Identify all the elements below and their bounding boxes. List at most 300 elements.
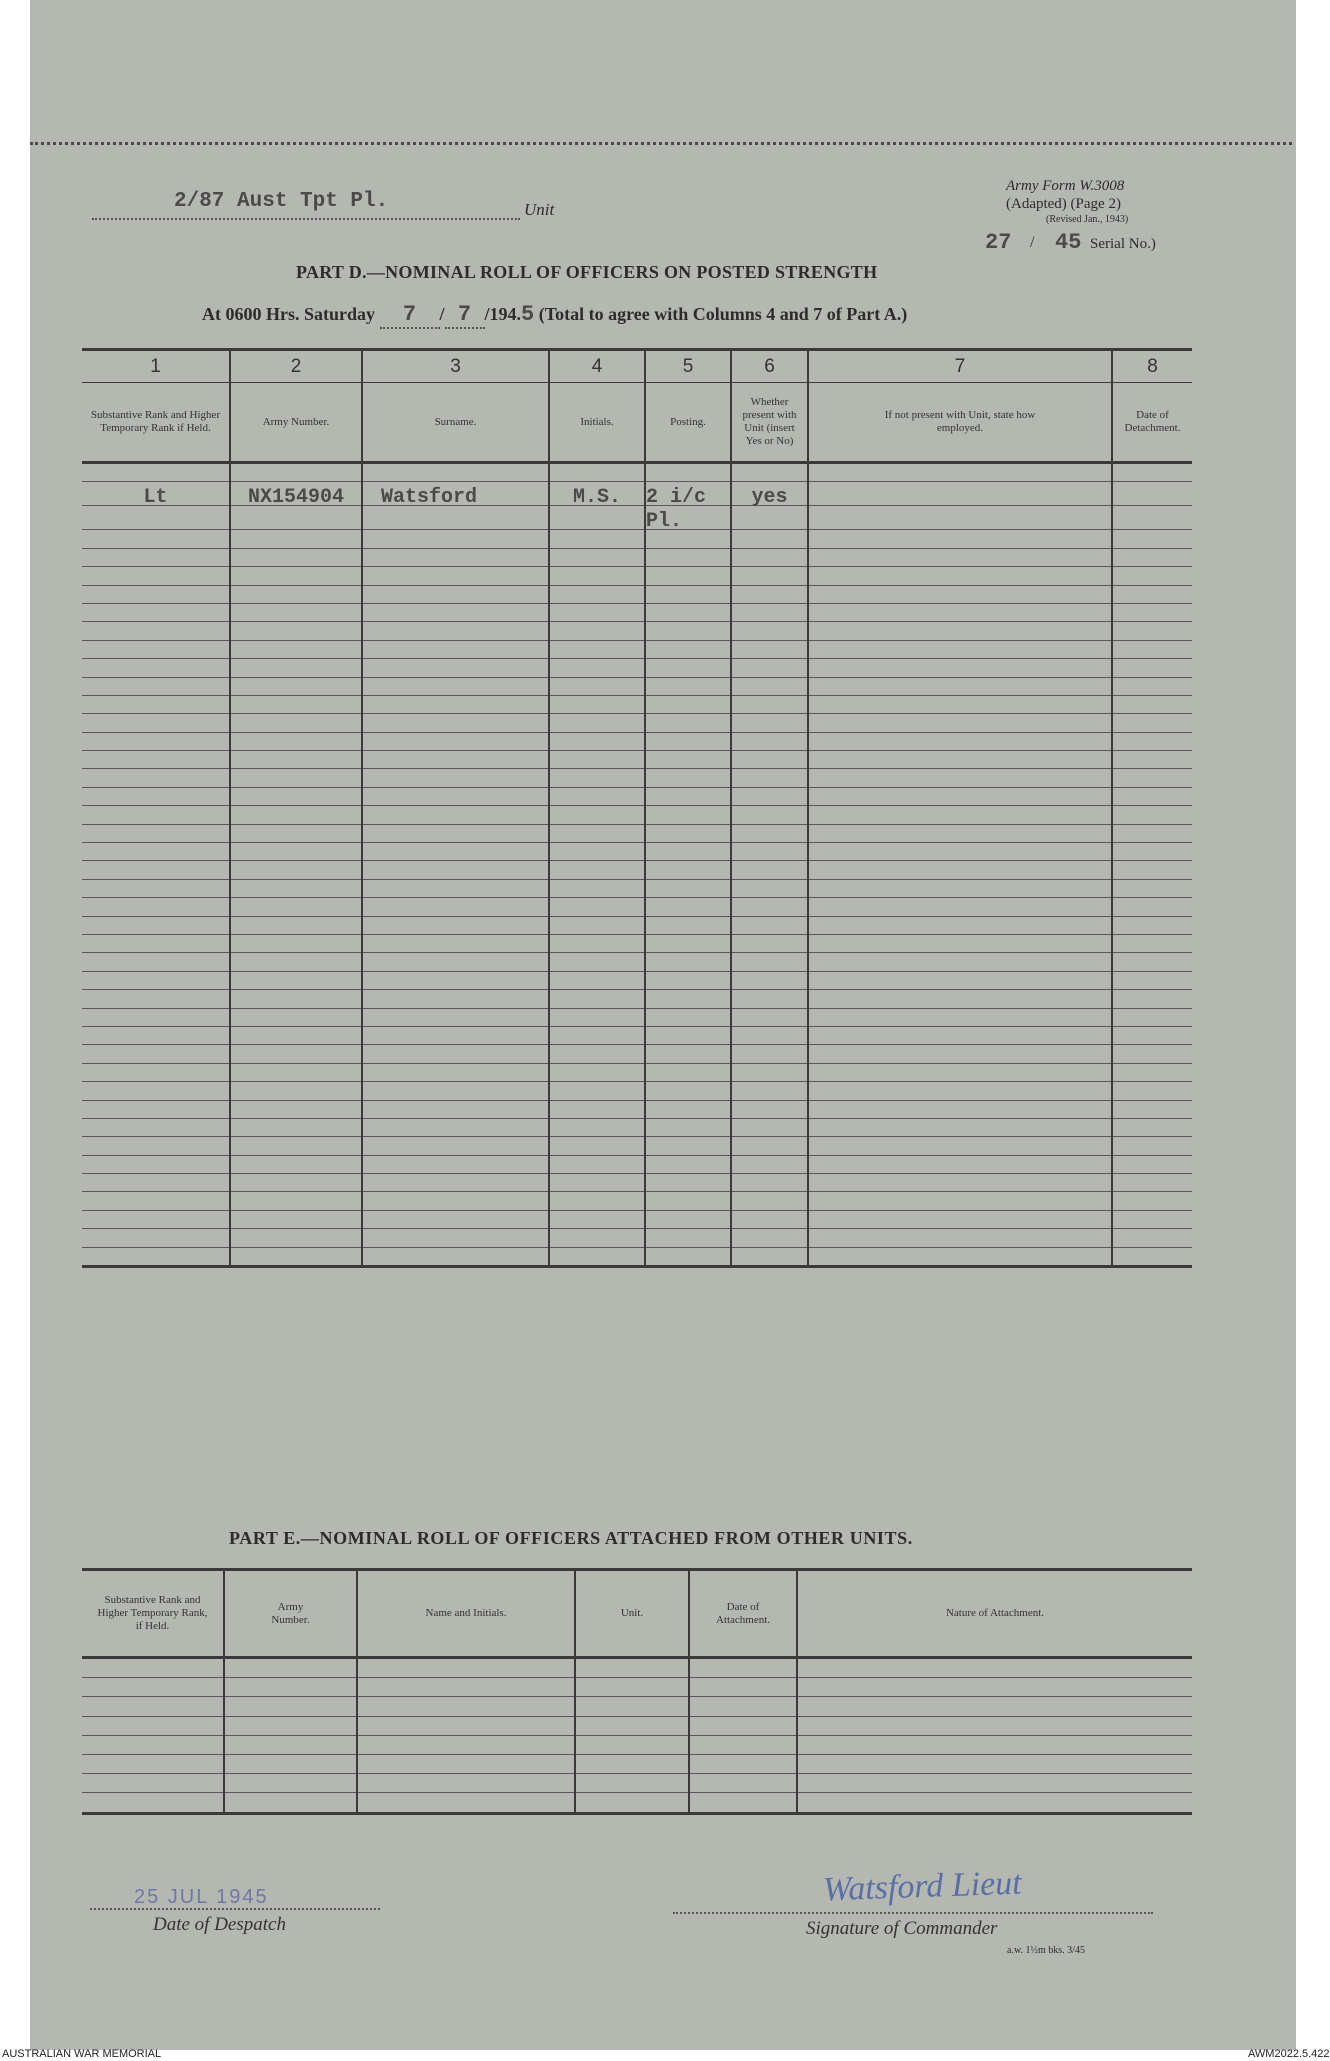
cell xyxy=(549,714,645,732)
cell xyxy=(82,506,230,530)
table-row xyxy=(82,1774,1192,1793)
header-attachment-nature: Nature of Attachment. xyxy=(797,1570,1192,1658)
header-rank: Substantive Rank and Higher Temporary Rank, if Held. xyxy=(82,1570,224,1658)
cell xyxy=(224,1716,357,1735)
cell xyxy=(230,898,362,916)
cell xyxy=(230,843,362,861)
cell xyxy=(645,861,731,879)
cell xyxy=(1112,1229,1192,1247)
cell xyxy=(230,1082,362,1100)
cell xyxy=(1112,567,1192,585)
cell xyxy=(549,990,645,1008)
cell xyxy=(82,934,230,952)
cell xyxy=(645,1118,731,1136)
cell xyxy=(549,1008,645,1026)
cell xyxy=(731,751,808,769)
cell xyxy=(362,659,549,677)
cell xyxy=(549,1192,645,1210)
column-number: 5 xyxy=(645,350,731,383)
cell xyxy=(1112,1100,1192,1118)
cell xyxy=(230,585,362,603)
cell xyxy=(230,751,362,769)
cell xyxy=(82,1045,230,1063)
cell xyxy=(731,622,808,640)
column-number: 4 xyxy=(549,350,645,383)
cell xyxy=(362,1045,549,1063)
cell xyxy=(808,548,1112,566)
cell xyxy=(362,769,549,787)
cell xyxy=(731,463,808,482)
cell xyxy=(82,1118,230,1136)
cell xyxy=(82,1210,230,1228)
cell xyxy=(230,567,362,585)
cell xyxy=(230,603,362,621)
cell xyxy=(797,1678,1192,1697)
cell xyxy=(1112,603,1192,621)
cell xyxy=(82,1774,224,1793)
cell xyxy=(549,659,645,677)
table-row xyxy=(82,971,1192,989)
cell xyxy=(82,677,230,695)
cell xyxy=(1112,530,1192,548)
cell xyxy=(731,1118,808,1136)
column-header-row xyxy=(82,383,1192,463)
cell xyxy=(362,1100,549,1118)
cell xyxy=(82,732,230,750)
cell xyxy=(82,971,230,989)
despatch-stamp: 25 JUL 1945 xyxy=(134,1886,269,1908)
cell xyxy=(731,1247,808,1266)
cell xyxy=(230,1137,362,1155)
cell xyxy=(82,1100,230,1118)
cell xyxy=(82,1137,230,1155)
cell xyxy=(230,1192,362,1210)
cell xyxy=(645,714,731,732)
cell xyxy=(808,1063,1112,1081)
cell xyxy=(731,1137,808,1155)
cell xyxy=(731,787,808,805)
cell xyxy=(808,898,1112,916)
cell xyxy=(230,769,362,787)
table-row xyxy=(82,824,1192,842)
header-posting: Posting. xyxy=(645,383,731,463)
cell xyxy=(808,732,1112,750)
cell xyxy=(808,1155,1112,1173)
cell xyxy=(82,1063,230,1081)
cell xyxy=(575,1793,689,1813)
cell xyxy=(731,971,808,989)
cell xyxy=(731,1229,808,1247)
cell xyxy=(645,622,731,640)
cell xyxy=(731,1082,808,1100)
cell xyxy=(808,677,1112,695)
cell xyxy=(230,806,362,824)
cell xyxy=(645,1026,731,1044)
cell xyxy=(230,714,362,732)
table-row-entry xyxy=(82,482,1192,506)
cell xyxy=(808,506,1112,530)
cell xyxy=(230,879,362,897)
cell xyxy=(82,1008,230,1026)
cell xyxy=(808,1026,1112,1044)
cell xyxy=(645,787,731,805)
cell xyxy=(362,506,549,530)
cell xyxy=(1112,1008,1192,1026)
cell xyxy=(575,1658,689,1678)
cell xyxy=(230,1247,362,1266)
cell xyxy=(230,1174,362,1192)
cell xyxy=(1112,695,1192,713)
cell xyxy=(645,1045,731,1063)
cell xyxy=(230,1026,362,1044)
cell xyxy=(797,1658,1192,1678)
cell xyxy=(1112,622,1192,640)
date-month: 7 xyxy=(445,302,485,329)
cell xyxy=(230,695,362,713)
cell xyxy=(645,971,731,989)
table-row xyxy=(82,659,1192,677)
cell xyxy=(645,1100,731,1118)
cell xyxy=(224,1754,357,1773)
cell xyxy=(1112,677,1192,695)
cell xyxy=(689,1774,797,1793)
header-present: Whether present with Unit (insert Yes or No) xyxy=(731,383,808,463)
cell xyxy=(731,990,808,1008)
column-number: 7 xyxy=(808,350,1112,383)
date-year-prefix: /194. xyxy=(484,304,522,324)
cell xyxy=(230,1155,362,1173)
cell xyxy=(731,824,808,842)
cell xyxy=(689,1735,797,1754)
cell xyxy=(1112,769,1192,787)
part-d-table xyxy=(82,348,1192,1268)
cell xyxy=(797,1697,1192,1716)
cell xyxy=(645,806,731,824)
table-row xyxy=(82,953,1192,971)
cell xyxy=(1112,506,1192,530)
cell xyxy=(731,585,808,603)
cell xyxy=(362,1192,549,1210)
cell xyxy=(808,751,1112,769)
cell xyxy=(357,1678,575,1697)
cell xyxy=(808,482,1112,506)
cell xyxy=(731,695,808,713)
cell xyxy=(645,898,731,916)
despatch-label: Date of Despatch xyxy=(153,1914,286,1935)
serial-a: 27 xyxy=(985,230,1012,255)
cell xyxy=(731,1100,808,1118)
part-d-date-line xyxy=(202,302,907,329)
cell xyxy=(731,1210,808,1228)
cell xyxy=(362,1229,549,1247)
cell xyxy=(82,824,230,842)
cell xyxy=(731,843,808,861)
cell xyxy=(230,1045,362,1063)
cell xyxy=(362,530,549,548)
caption-left: AUSTRALIAN WAR MEMORIAL xyxy=(2,2048,162,2060)
cell xyxy=(224,1678,357,1697)
cell xyxy=(808,640,1112,658)
table-row xyxy=(82,567,1192,585)
cell xyxy=(549,530,645,548)
cell xyxy=(549,806,645,824)
cell xyxy=(1112,898,1192,916)
cell xyxy=(808,695,1112,713)
cell xyxy=(362,640,549,658)
cell xyxy=(230,622,362,640)
table-row xyxy=(82,1100,1192,1118)
cell xyxy=(549,1174,645,1192)
cell xyxy=(82,787,230,805)
table-row xyxy=(82,861,1192,879)
part-e-title: PART E.—NOMINAL ROLL OF OFFICERS ATTACHED FROM OTHER UNITS. xyxy=(229,1528,913,1548)
cell xyxy=(797,1716,1192,1735)
cell xyxy=(808,1100,1112,1118)
cell xyxy=(82,843,230,861)
table-row xyxy=(82,1008,1192,1026)
cell xyxy=(82,1735,224,1754)
cell xyxy=(1112,990,1192,1008)
cell xyxy=(549,1229,645,1247)
cell xyxy=(549,677,645,695)
serial-sep: / xyxy=(1030,234,1035,251)
column-number: 3 xyxy=(362,350,549,383)
entry-army-number: NX154904 xyxy=(230,482,362,506)
table-row-entry-cont xyxy=(82,506,1192,530)
cell xyxy=(549,1137,645,1155)
entry-initials: M.S. xyxy=(549,482,645,506)
cell xyxy=(645,1063,731,1081)
serial-label: Serial No.) xyxy=(1090,236,1156,252)
cell xyxy=(731,1174,808,1192)
cell xyxy=(808,953,1112,971)
cell xyxy=(549,898,645,916)
cell xyxy=(645,751,731,769)
cell xyxy=(808,530,1112,548)
cell xyxy=(362,1137,549,1155)
table-row xyxy=(82,1210,1192,1228)
cell xyxy=(808,603,1112,621)
cell xyxy=(689,1793,797,1813)
table-row xyxy=(82,548,1192,566)
cell xyxy=(731,1045,808,1063)
cell xyxy=(808,879,1112,897)
cell xyxy=(1112,843,1192,861)
cell xyxy=(731,879,808,897)
cell xyxy=(645,463,731,482)
cell xyxy=(1112,1192,1192,1210)
cell xyxy=(808,585,1112,603)
cell xyxy=(1112,751,1192,769)
cell xyxy=(1112,1026,1192,1044)
caption-right: AWM2022.5.422 xyxy=(1248,2048,1330,2060)
date-day: 7 xyxy=(380,302,440,329)
cell xyxy=(1112,879,1192,897)
cell xyxy=(224,1697,357,1716)
signature-line xyxy=(673,1912,1153,1914)
cell xyxy=(549,1082,645,1100)
cell xyxy=(362,548,549,566)
cell xyxy=(362,934,549,952)
cell xyxy=(1112,1118,1192,1136)
cell xyxy=(230,506,362,530)
cell xyxy=(224,1735,357,1754)
cell xyxy=(82,1716,224,1735)
cell xyxy=(797,1754,1192,1773)
cell xyxy=(731,1008,808,1026)
cell xyxy=(808,567,1112,585)
cell xyxy=(82,953,230,971)
cell xyxy=(362,463,549,482)
date-prefix: At 0600 Hrs. Saturday xyxy=(202,304,376,324)
cell xyxy=(645,677,731,695)
cell xyxy=(731,1192,808,1210)
table-row xyxy=(82,769,1192,787)
signature-label: Signature of Commander xyxy=(806,1918,998,1939)
cell xyxy=(362,585,549,603)
header-attachment-date: Date of Attachment. xyxy=(689,1570,797,1658)
cell xyxy=(362,1155,549,1173)
cell xyxy=(808,659,1112,677)
unit-label: Unit xyxy=(524,200,555,219)
part-e-table xyxy=(82,1568,1192,1815)
cell xyxy=(575,1678,689,1697)
cell xyxy=(549,585,645,603)
cell xyxy=(82,695,230,713)
cell xyxy=(731,659,808,677)
cell xyxy=(797,1735,1192,1754)
cell xyxy=(808,1247,1112,1266)
cell xyxy=(731,916,808,934)
cell xyxy=(808,1210,1112,1228)
cell xyxy=(1112,1155,1192,1173)
table-row xyxy=(82,463,1192,482)
cell xyxy=(1112,824,1192,842)
table-row xyxy=(82,843,1192,861)
table-row xyxy=(82,1045,1192,1063)
table-row xyxy=(82,916,1192,934)
table-row xyxy=(82,1697,1192,1716)
cell xyxy=(731,640,808,658)
cell xyxy=(549,751,645,769)
cell xyxy=(549,769,645,787)
cell xyxy=(82,640,230,658)
cell xyxy=(1112,1063,1192,1081)
cell xyxy=(1112,806,1192,824)
entry-posting-line-1: 2 i/c xyxy=(645,482,731,506)
cell xyxy=(230,861,362,879)
cell xyxy=(230,677,362,695)
table-row xyxy=(82,1735,1192,1754)
cell xyxy=(808,843,1112,861)
cell xyxy=(808,1137,1112,1155)
entry-present: yes xyxy=(731,482,808,506)
cell xyxy=(808,971,1112,989)
cell xyxy=(82,1247,230,1266)
cell xyxy=(82,1697,224,1716)
cell xyxy=(549,548,645,566)
column-number: 1 xyxy=(82,350,230,383)
form-line-1: Army Form W.3008 xyxy=(1006,178,1125,194)
cell xyxy=(731,677,808,695)
table-row xyxy=(82,1754,1192,1773)
cell xyxy=(82,861,230,879)
cell xyxy=(82,990,230,1008)
cell xyxy=(549,603,645,621)
cell xyxy=(362,714,549,732)
cell xyxy=(645,843,731,861)
cell xyxy=(357,1774,575,1793)
cell xyxy=(808,622,1112,640)
table-row xyxy=(82,751,1192,769)
cell xyxy=(1112,953,1192,971)
cell xyxy=(357,1658,575,1678)
cell xyxy=(645,1137,731,1155)
cell xyxy=(230,1063,362,1081)
cell xyxy=(645,769,731,787)
cell xyxy=(549,1210,645,1228)
cell xyxy=(224,1793,357,1813)
header-army-number: Army Number. xyxy=(230,383,362,463)
cell xyxy=(575,1754,689,1773)
cell xyxy=(645,548,731,566)
cell xyxy=(1112,916,1192,934)
entry-posting-line-2: Pl. xyxy=(645,506,731,530)
cell xyxy=(549,879,645,897)
cell xyxy=(82,879,230,897)
cell xyxy=(645,879,731,897)
table-row xyxy=(82,640,1192,658)
cell xyxy=(362,953,549,971)
cell xyxy=(549,695,645,713)
table-row xyxy=(82,898,1192,916)
cell xyxy=(645,603,731,621)
header-army-number: Army Number. xyxy=(224,1570,357,1658)
cell xyxy=(1112,585,1192,603)
cell xyxy=(808,990,1112,1008)
cell xyxy=(549,567,645,585)
cell xyxy=(1112,1174,1192,1192)
cell xyxy=(645,1082,731,1100)
cell xyxy=(731,732,808,750)
cell xyxy=(362,1174,549,1192)
header-initials: Initials. xyxy=(549,383,645,463)
cell xyxy=(1112,732,1192,750)
cell xyxy=(357,1697,575,1716)
cell xyxy=(362,1026,549,1044)
commander-signature: Watsford Lieut xyxy=(822,1864,1023,1909)
cell xyxy=(549,934,645,952)
cell xyxy=(82,1229,230,1247)
cell xyxy=(1112,659,1192,677)
form-line-3: (Revised Jan., 1943) xyxy=(1046,214,1129,225)
table-row xyxy=(82,1247,1192,1266)
cell xyxy=(731,1155,808,1173)
cell xyxy=(645,585,731,603)
cell xyxy=(731,548,808,566)
cell xyxy=(362,990,549,1008)
cell xyxy=(362,1118,549,1136)
cell xyxy=(549,1026,645,1044)
cell xyxy=(549,861,645,879)
cell xyxy=(82,622,230,640)
cell xyxy=(549,843,645,861)
cell xyxy=(230,732,362,750)
cell xyxy=(689,1697,797,1716)
cell xyxy=(731,1026,808,1044)
cell xyxy=(357,1793,575,1813)
table-row xyxy=(82,787,1192,805)
